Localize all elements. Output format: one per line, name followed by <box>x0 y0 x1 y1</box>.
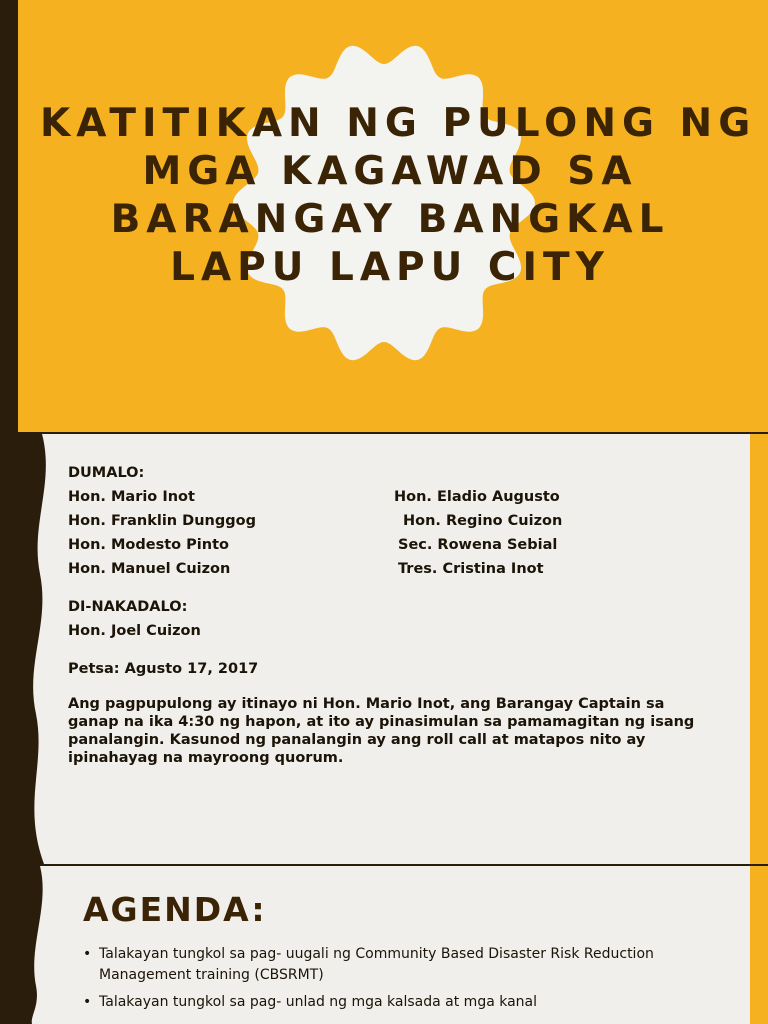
right-accent-bar <box>750 434 768 864</box>
agenda-list <box>83 944 723 1019</box>
attendance-content <box>68 461 718 767</box>
attendance-slide <box>0 434 768 864</box>
slide-title <box>40 100 757 292</box>
agenda-slide <box>0 866 768 1024</box>
title-line: KATITIKAN NG PULONG NG <box>40 101 757 146</box>
attendee-name: Sec. Rowena Sebial <box>398 537 558 553</box>
left-wave-decoration <box>0 434 60 864</box>
agenda-item <box>83 992 723 1013</box>
agenda-item-text: Talakayan tungkol sa pag- uugali ng Community Based Disaster Risk Reduction Management training (CBSRMT) <box>99 946 654 983</box>
attendee-row <box>68 485 718 509</box>
absent-name: Hon. Joel Cuizon <box>68 623 201 639</box>
title-slide <box>0 0 768 432</box>
present-heading: DUMALO: <box>68 465 145 481</box>
attendee-row <box>68 533 718 557</box>
attendee-name: Hon. Manuel Cuizon <box>68 561 231 577</box>
bullet-icon: • <box>83 946 92 962</box>
title-line: MGA KAGAWAD SA <box>142 149 638 194</box>
attendee-row <box>68 557 718 581</box>
title-line: BARANGAY BANGKAL <box>110 197 670 242</box>
agenda-item-text: Talakayan tungkol sa pag- unlad ng mga kalsada at mga kanal <box>99 994 538 1010</box>
opening-paragraph: Ang pagpupulong ay itinayo ni Hon. Mario Inot, ang Barangay Captain sa ganap na ika 4:30 ng hapon, at ito ay pinasimulan sa pamamagitan ng isang panalangin. Kasunod ng panalangin ay ang roll call at matapos nito ay ipinahayag na mayroong quorum. <box>68 696 695 766</box>
title-line: LAPU LAPU CITY <box>170 245 610 290</box>
left-wave-decoration <box>0 866 60 1024</box>
attendee-name: Hon. Modesto Pinto <box>68 537 229 553</box>
attendee-name: Hon. Franklin Dunggog <box>68 513 256 529</box>
attendee-name: Tres. Cristina Inot <box>398 561 544 577</box>
agenda-heading: AGENDA: <box>83 890 267 929</box>
attendee-name: Hon. Eladio Augusto <box>394 489 560 505</box>
absent-heading: DI-NAKADALO: <box>68 599 188 615</box>
bullet-icon: • <box>83 994 92 1010</box>
attendee-name: Hon. Regino Cuizon <box>403 513 563 529</box>
attendee-row <box>68 509 718 533</box>
right-accent-bar <box>750 866 768 1024</box>
attendee-name: Hon. Mario Inot <box>68 489 195 505</box>
left-accent-bar <box>0 0 18 432</box>
agenda-item <box>83 944 723 986</box>
meeting-date: Petsa: Agusto 17, 2017 <box>68 661 259 677</box>
